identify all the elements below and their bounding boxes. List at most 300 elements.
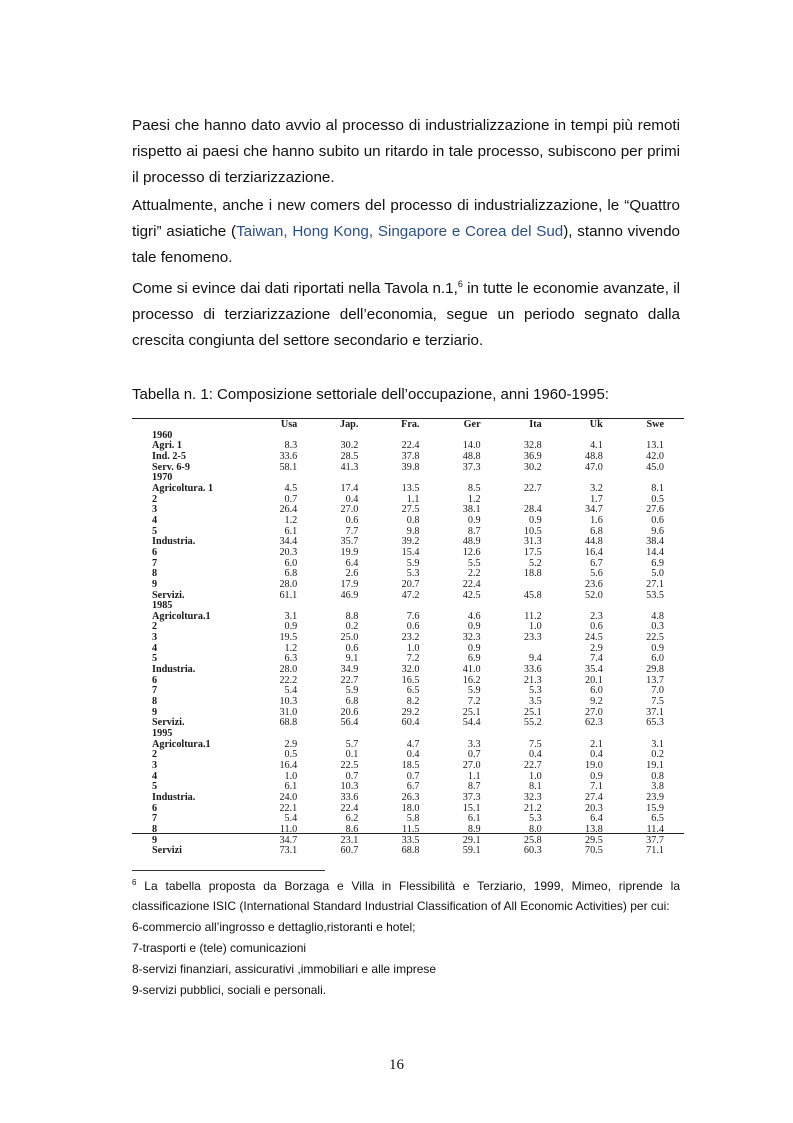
table-cell: 20.3 [279,546,298,558]
table-cell: 16.5 [401,674,420,686]
row-label: 2 [152,749,158,761]
table-cell: 5.8 [406,813,420,825]
table-cell: 31.0 [279,706,298,718]
table-cell: 18.0 [401,802,420,814]
table-cell: 35.7 [340,536,359,548]
row-label: 9 [152,706,158,718]
table-cell: 17.5 [523,546,542,558]
table-cell: 27.0 [340,504,359,516]
table-cell: 8.1 [651,482,664,494]
table-cell: 0.7 [284,493,298,505]
table-cell: 2.2 [467,568,481,580]
row-label: 1995 [152,728,173,740]
row-label: 7 [152,813,158,825]
table-cell: 3.2 [590,482,603,494]
table-cell: 21.3 [523,674,542,686]
footnote-separator [132,870,325,871]
footnote-main [132,876,680,916]
table-cell: 0.2 [651,749,664,761]
table-cell: 7.5 [528,738,542,750]
table-cell: 70.5 [584,845,603,857]
table-cell: 25.1 [523,706,542,718]
table-cell: 4.6 [467,610,481,622]
table-cell: 33.5 [401,834,420,846]
footnote-reference[interactable]: 6 [457,279,463,289]
footnote-item: 9-servizi pubblici, sociali e personali. [132,983,327,997]
row-label: Servizi. [152,717,185,729]
row-label: 3 [152,504,158,516]
table-cell: 2.9 [590,642,603,654]
table-cell: 55.2 [523,717,542,729]
row-label: 7 [152,557,158,569]
row-label: Agricoltura.1 [152,610,211,622]
table-cell: 30.2 [523,461,542,473]
table-cell: 8.5 [467,482,481,494]
table-cell: 16.4 [279,760,298,771]
table-cell: 59.1 [462,845,481,857]
footnote-text: La tabella proposta da Borzaga e Villa in Flessibilità e Terziario, 1999, Mimeo, riprende la classificazione ISIC (International Standard Industrial Classification of All Economic Activities) per cui: [132,879,680,913]
table-cell: 9.1 [345,653,359,665]
table-cell: 0.9 [528,514,542,526]
table-cell: 6.0 [284,557,298,569]
table-cell: 38.4 [646,536,664,548]
table-cell: 15.9 [646,802,664,814]
table-cell: 18.8 [523,568,542,580]
table-cell: 27.1 [646,578,664,590]
table-cell: 0.4 [406,749,420,761]
table-cell: 16.2 [462,674,481,686]
table-cell: 0.6 [406,621,420,633]
table-cell: 3.1 [284,610,298,622]
table-cell: 36.9 [523,450,542,462]
table-cell: 39.8 [401,461,420,473]
table-cell: 5.0 [651,568,664,580]
table-cell: 0.9 [590,770,603,782]
table-cell: 1.0 [406,642,420,654]
table-cell: 6.9 [651,557,664,569]
table-cell: 6.2 [345,813,359,825]
page-number: 16 [389,1057,404,1073]
table-cell: 33.6 [279,450,298,462]
table-cell: 41.0 [462,664,481,676]
footnote-item: 8-servizi finanziari, assicurativi ,immobiliari e alle imprese [132,962,437,976]
table-cell: 0.7 [406,770,420,782]
table-caption: Tabella n. 1: Composizione settoriale dell’occupazione, anni 1960-1995: [132,386,609,403]
paragraph-2-text-c: ), stanno vivendo tale fenomeno. [132,223,681,266]
table-cell: 9.6 [651,525,664,537]
table-cell: 1.0 [528,770,542,782]
table-cell: 17.9 [340,578,359,590]
table-cell: 0.9 [284,621,298,633]
table-cell: 6.0 [590,685,603,697]
table-cell: 35.4 [584,664,603,676]
footnote-item: 6-commercio all’ingrosso e dettaglio,ristoranti e hotel; [132,920,416,934]
table-cell: 8.9 [467,823,481,835]
table-cell: 9.2 [590,696,603,708]
table-cell: 6.1 [284,525,298,537]
row-label: 1960 [152,429,173,441]
row-label: 9 [152,578,158,590]
table-cell: 20.6 [340,706,359,718]
table-cell: 0.6 [590,621,603,633]
table-cell: 4.8 [651,610,664,622]
table-row [152,580,664,591]
table-header-row [152,420,664,431]
table-cell: 71.1 [646,845,664,857]
table-cell: 31.3 [523,536,542,548]
table-cell: 13.7 [646,674,664,686]
table-cell: 23.1 [340,834,359,846]
row-label: 8 [152,568,158,580]
table-cell: 23.3 [523,632,542,644]
table-cell: 41.3 [340,461,359,473]
row-label: Servizi [152,845,182,857]
table-cell: 22.4 [462,578,481,590]
table-cell: 37.1 [646,706,664,718]
table-cell: 19.5 [279,632,298,644]
column-header: Usa [280,419,298,430]
table-cell: 20.3 [584,802,603,814]
table-cell: 5.4 [284,813,298,825]
paragraph-2 [132,193,680,271]
table-cell: 11.2 [524,610,542,622]
table-cell: 0.7 [467,749,481,761]
table-cell: 33.6 [523,664,542,676]
table-cell: 14.0 [462,440,481,452]
table-cell: 14.4 [646,546,664,558]
table-cell: 23.2 [401,632,420,644]
table-cell: 6.1 [284,781,298,793]
table-cell: 45.0 [646,461,664,473]
table-cell: 28.5 [340,450,359,462]
table-cell: 6.9 [467,653,481,665]
table-cell: 0.4 [590,749,603,761]
table-cell: 5.3 [528,813,542,825]
row-label: 5 [152,653,158,665]
table-cell: 1.0 [528,621,542,633]
table-cell: 37.3 [462,461,481,473]
table-cell: 0.4 [345,493,359,505]
table-cell: 47.0 [584,461,603,473]
table-cell: 45.8 [523,589,542,601]
table-cell: 34.9 [340,664,359,676]
row-label: 2 [152,621,158,633]
table-cell: 4.1 [590,440,603,452]
table-cell: 16.4 [584,546,603,558]
table-cell: 7.5 [651,696,664,708]
table-cell: 28.0 [279,664,298,676]
row-label: 8 [152,696,158,708]
table-row [152,548,664,559]
row-label: 4 [152,514,158,526]
table-cell: 53.5 [646,589,664,601]
table-cell: 0.4 [528,749,542,761]
column-header: Jap. [339,419,359,430]
table-row [152,484,664,495]
table-cell: 6.8 [345,696,359,708]
table-cell: 6.5 [406,685,420,697]
table-cell: 37.7 [646,834,664,846]
table-cell: 27.0 [584,706,603,718]
table-cell: 13.5 [401,482,420,494]
row-label: 5 [152,781,158,793]
row-label: 1985 [152,600,173,612]
table-cell: 27.0 [462,760,481,771]
table-cell: 0.8 [406,514,420,526]
table-cell: 34.4 [279,536,298,548]
table-cell: 44.8 [584,536,603,548]
table-cell: 29.5 [584,834,603,846]
table-cell: 7.7 [345,525,359,537]
table-cell: 8.7 [467,781,481,793]
table-cell: 9.8 [406,525,420,537]
row-label: 7 [152,685,158,697]
table-cell: 29.8 [646,664,664,676]
row-label: 4 [152,770,158,782]
table-cell: 8.2 [406,696,420,708]
table-cell: 4.5 [284,482,298,494]
table-cell: 1.6 [590,514,603,526]
table-cell: 8.6 [345,823,359,835]
table-cell: 26.4 [279,504,298,516]
table-cell: 10.3 [340,781,359,793]
table-cell: 52.0 [584,589,603,601]
table-cell: 1.1 [406,493,420,505]
table-cell: 29.2 [401,706,420,718]
table-cell: 4.7 [406,738,420,750]
table-cell: 37.8 [401,450,420,462]
table-cell: 48.8 [584,450,603,462]
table-cell: 22.7 [523,760,542,771]
table-cell: 0.7 [345,770,359,782]
table-cell: 1.1 [467,770,481,782]
table-cell: 27.6 [646,504,664,516]
table-cell: 46.9 [340,589,359,601]
table-cell: 2.9 [284,738,298,750]
table-cell: 65.3 [646,717,664,729]
table-cell: 25.1 [462,706,481,718]
table-cell: 12.6 [462,546,481,558]
table-cell: 7.2 [406,653,420,665]
table-cell: 32.3 [523,791,542,803]
table-cell: 2.1 [590,738,603,750]
table-cell: 10.3 [279,696,298,708]
table-cell: 1.7 [590,493,603,505]
table-cell: 68.8 [401,845,420,857]
table-cell: 2.6 [345,568,359,580]
table-cell: 61.1 [279,589,298,601]
table-cell: 7.4 [590,653,603,665]
table-cell: 19.9 [340,546,359,558]
paragraph-2-text-a: Attualmente, anche i new comers del processo di industrializzazione, le “Quattro tigri” asiatiche ( [132,197,680,240]
table-cell: 1.2 [284,642,298,654]
table-cell: 48.9 [462,536,481,548]
column-header: Fra. [401,419,420,430]
table-cell: 5.9 [467,685,481,697]
table-cell: 60.7 [340,845,359,857]
table-cell: 8.8 [345,610,359,622]
footnote-marker: 6 [132,878,137,887]
row-label: 6 [152,674,158,686]
table-cell: 48.8 [462,450,481,462]
table-cell: 62.3 [584,717,603,729]
table-cell: 37.3 [462,791,481,803]
table-cell: 5.6 [590,568,603,580]
paragraph-3 [132,276,680,354]
table-cell: 20.1 [584,674,603,686]
table-cell: 33.6 [340,791,359,803]
table-cell: 32.8 [523,440,542,452]
table-cell: 38.1 [462,504,481,516]
table-cell: 2.3 [590,610,603,622]
table-cell: 42.5 [462,589,481,601]
table-cell: 5.9 [345,685,359,697]
table-cell: 0.5 [651,493,664,505]
table-cell: 34.7 [279,834,298,846]
row-label: 5 [152,525,158,537]
table-cell: 15.1 [462,802,481,814]
table-cell: 0.9 [651,642,664,654]
row-label: 4 [152,642,158,654]
table-cell: 22.5 [646,632,664,644]
table-cell: 5.3 [528,685,542,697]
table-cell [481,580,542,591]
table-cell: 68.8 [279,717,298,729]
table-cell: 11.5 [402,823,420,835]
table-cell: 60.3 [523,845,542,857]
table-cell: 3.8 [651,781,664,793]
table-cell: 8.1 [528,781,542,793]
table-cell: 58.1 [279,461,298,473]
table-cell: 5.2 [528,557,542,569]
table-cell: 7.2 [467,696,481,708]
table-cell: 22.7 [523,482,542,494]
table-cell: 30.2 [340,440,359,452]
table-cell: 23.9 [646,791,664,803]
table-cell: 5.3 [406,568,420,580]
table-cell: 10.5 [523,525,542,537]
employment-table [152,420,664,857]
table-cell: 6.7 [406,781,420,793]
row-label: 2 [152,493,158,505]
table-cell: 54.4 [462,717,481,729]
table-cell: 5.5 [467,557,481,569]
table-cell: 13.1 [646,440,664,452]
table-cell: 0.9 [467,621,481,633]
table-cell: 47.2 [401,589,420,601]
table-cell: 8.0 [528,823,542,835]
table-cell: 1.2 [467,493,481,505]
table-cell: 11.4 [646,823,664,835]
table-cell: 22.4 [401,440,420,452]
table-cell: 27.4 [584,791,603,803]
table-cell: 22.7 [340,674,359,686]
table-cell: 6.7 [590,557,603,569]
row-label: Industria. [152,791,196,803]
table-cell: 1.2 [284,514,298,526]
table-cell: 0.8 [651,770,664,782]
table-cell: 25.0 [340,632,359,644]
table-cell: 29.1 [462,834,481,846]
row-label: Serv. 6-9 [152,461,190,473]
paragraph-1 [132,113,680,191]
row-label: 1970 [152,472,173,484]
table-cell: 11.0 [279,823,298,835]
table-cell: 13.8 [584,823,603,835]
row-label: Servizi. [152,589,185,601]
table-cell: 19.1 [646,760,664,771]
table-cell: 6.8 [590,525,603,537]
row-label: Industria. [152,536,196,548]
row-label: Ind. 2-5 [152,450,186,462]
table-cell: 27.5 [401,504,420,516]
paragraph-1-text: Paesi che hanno dato avvio al processo di industrializzazione in tempi più remoti rispetto ai paesi che hanno subito un ritardo in tale processo, subiscono per primi il processo di terziarizzazione. [132,117,680,186]
table-cell: 22.1 [279,802,298,814]
table-cell: 17.4 [340,482,359,494]
column-header: Uk [589,419,603,430]
table-cell: 5.4 [284,685,298,697]
table-cell: 0.9 [467,642,481,654]
table-cell: 32.3 [462,632,481,644]
table-body [152,431,664,857]
footnote-item: 7-trasporti e (tele) comunicazioni [132,941,307,955]
table-cell: 22.5 [340,760,359,771]
table-cell: 9.4 [528,653,542,665]
table-cell: 0.6 [345,642,359,654]
table-cell: 21.2 [523,802,542,814]
table-cell: 6.4 [345,557,359,569]
row-label: 9 [152,834,158,846]
table-cell: 24.5 [584,632,603,644]
table-cell: 3.1 [651,738,664,750]
row-label: 8 [152,823,158,835]
table-bottom-rule [132,833,684,834]
table-cell: 5.7 [345,738,359,750]
table-cell: 8.3 [284,440,298,452]
table-cell: 26.3 [401,791,420,803]
table-cell: 0.2 [345,621,359,633]
table-cell: 6.0 [651,653,664,665]
row-label: 3 [152,760,158,771]
table-row [152,516,664,527]
table-cell: 3.5 [528,696,542,708]
paragraph-3-text-b: in tutte le economie avanzate, il processo di terziarizzazione dell’economia, segue un periodo segnato dalla crescita congiunta del settore secondario e terziario. [132,280,680,349]
table-cell: 1.0 [284,770,298,782]
table-cell: 6.3 [284,653,298,665]
table-cell: 73.1 [279,845,298,857]
table-row [152,846,664,857]
table-cell: 19.0 [584,760,603,771]
table-cell: 24.0 [279,791,298,803]
row-label: 6 [152,546,158,558]
row-label: Agricoltura.1 [152,738,211,750]
table-cell: 34.7 [584,504,603,516]
table-cell: 25.8 [523,834,542,846]
row-label: Agricoltura. 1 [152,482,214,494]
column-header: Ita [529,419,542,430]
column-header: Swe [646,419,664,430]
table-cell: 0.1 [345,749,359,761]
table-cell: 18.5 [401,760,420,771]
table-row [152,591,664,602]
table-cell: 6.5 [651,813,664,825]
table-row [152,718,664,729]
column-header: Ger [463,419,481,430]
table-cell: 7.0 [651,685,664,697]
table-cell: 7.1 [590,781,603,793]
table-cell: 32.0 [401,664,420,676]
table-cell: 6.1 [467,813,481,825]
